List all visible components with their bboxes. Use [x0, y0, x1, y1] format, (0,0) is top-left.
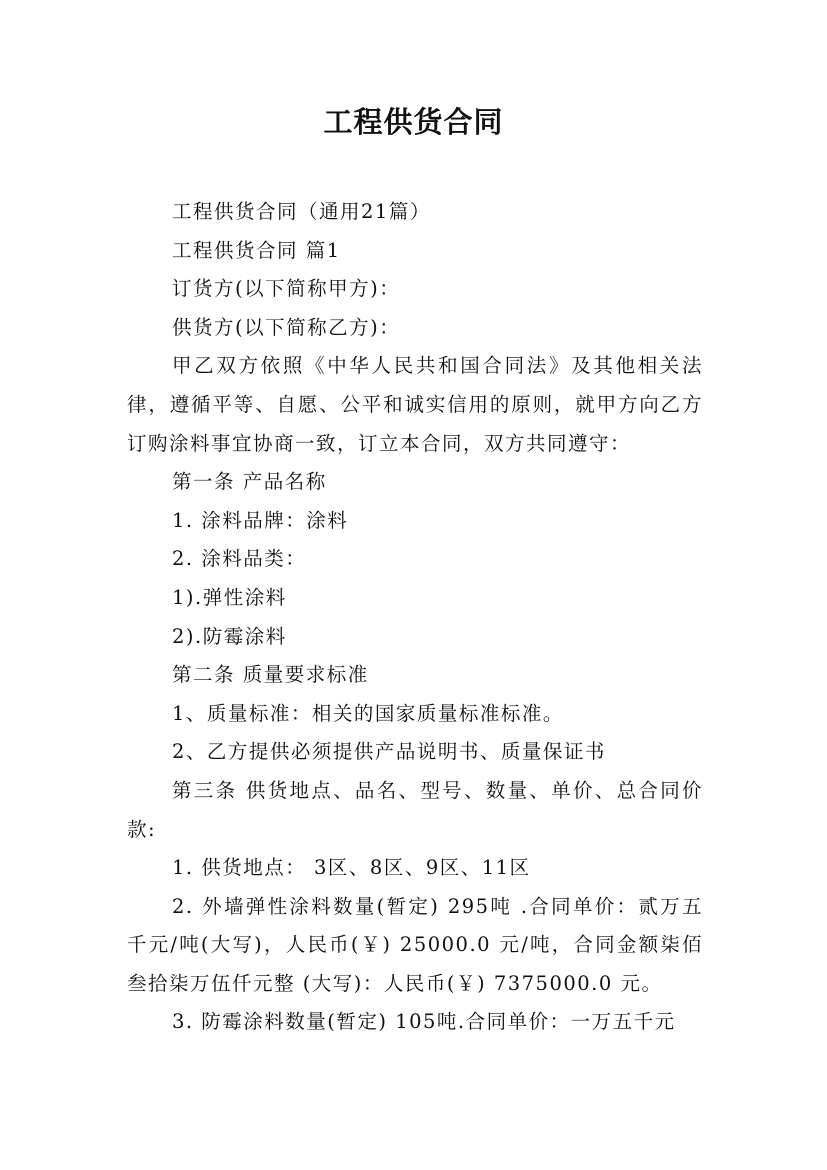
paragraph-section-heading: 工程供货合同 篇1 — [172, 238, 341, 262]
paragraph-party-b: 供货方(以下简称乙方)： — [172, 315, 401, 339]
document-body — [127, 193, 703, 1042]
paragraph-mildew-quantity: 3. 防霉涂料数量(暂定) 105吨.合同单价：一万五千元 — [172, 1010, 676, 1034]
paragraph-elastic-coating: 1).弹性涂料 — [172, 585, 287, 609]
paragraph-article-1: 第一条 产品名称 — [172, 470, 327, 494]
document-title: 工程供货合同 — [323, 105, 504, 139]
paragraph-brand: 1. 涂料品牌：涂料 — [172, 508, 349, 532]
paragraph-mildew-coating: 2).防霉涂料 — [172, 624, 287, 648]
paragraph-preamble: 甲乙双方依照《中华人民共和国合同法》及其他相关法律，遵循平等、自愿、公平和诚实信用的原则，就甲方向乙方订购涂料事宜协商一致，订立本合同，双方共同遵守： — [127, 354, 703, 455]
paragraph-documentation: 2、乙方提供必须提供产品说明书、质量保证书 — [172, 740, 606, 764]
paragraph-article-2: 第二条 质量要求标准 — [172, 663, 369, 687]
paragraph-collection-title: 工程供货合同（通用21篇） — [172, 200, 431, 223]
paragraph-elastic-quantity: 2. 外墙弹性涂料数量(暂定) 295吨 .合同单价：贰万五千元/吨(大写)，人民币(￥) 25000.0 元/吨，合同金额柒佰叁拾柒万伍仟元整 (大写)：人民币(￥) 7375000.0 元。 — [127, 894, 703, 995]
paragraph-party-a: 订货方(以下简称甲方)： — [172, 277, 401, 301]
paragraph-delivery-location: 1. 供货地点： 3区、8区、9区、11区 — [172, 856, 531, 880]
paragraph-article-3: 第三条 供货地点、品名、型号、数量、单价、总合同价款: — [127, 778, 703, 841]
paragraph-quality-standard: 1、质量标准：相关的国家质量标准标准。 — [172, 701, 564, 725]
paragraph-category: 2. 涂料品类： — [172, 547, 307, 571]
